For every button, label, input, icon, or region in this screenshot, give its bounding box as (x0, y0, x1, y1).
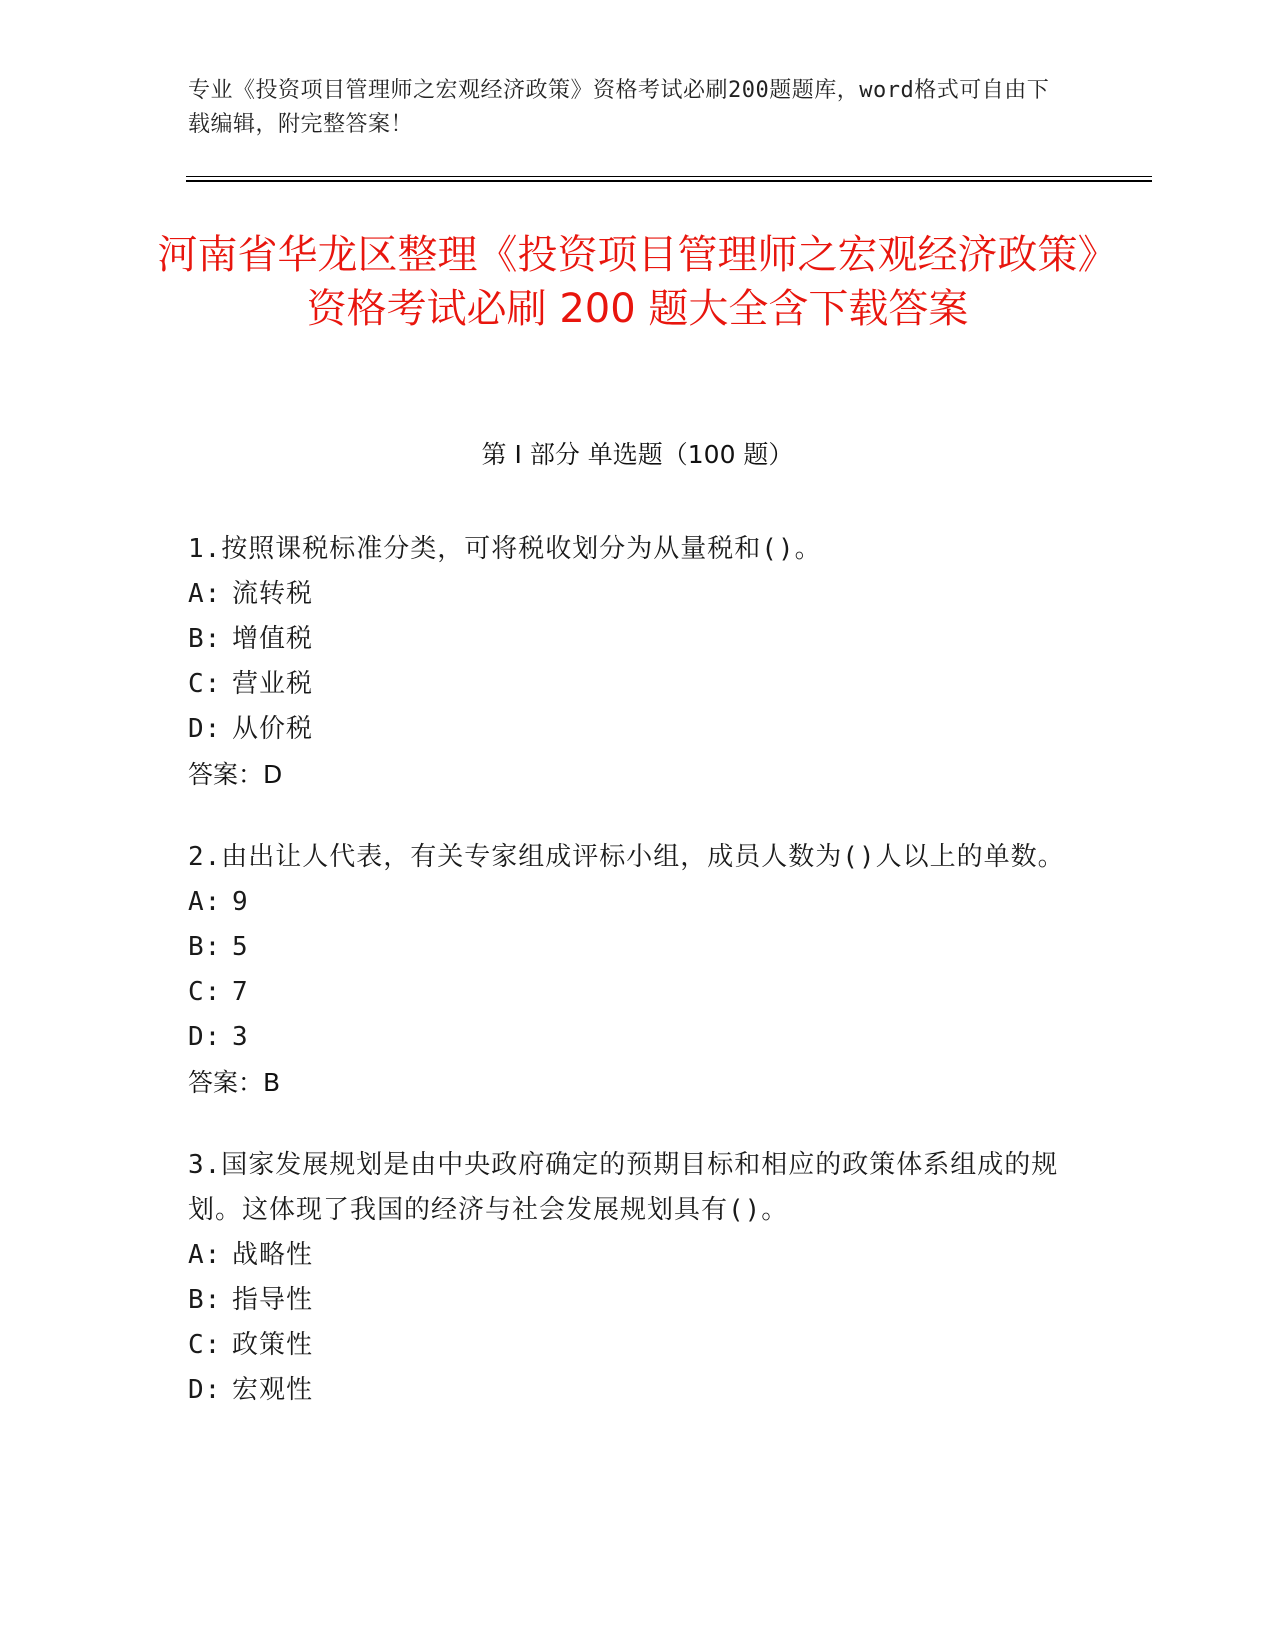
option-c (188, 1323, 1068, 1368)
header-rule-thick (186, 180, 1152, 182)
question-list (188, 527, 1068, 1451)
question-stem: 1.按照课税标准分类，可将税收划分为从量税和()。 (188, 534, 822, 564)
option-letter: A: (188, 887, 222, 917)
option-text: 指导性 (232, 1285, 314, 1315)
option-letter: C: (188, 977, 222, 1007)
option-text: 政策性 (232, 1330, 314, 1360)
document-title: 河南省华龙区整理《投资项目管理师之宏观经济政策》资格考试必刷 200 题大全含下载答案 (157, 232, 1118, 332)
question-2 (188, 835, 1068, 1105)
option-text: 流转税 (232, 579, 314, 609)
option-text: 宏观性 (232, 1375, 314, 1405)
question-stem: 2.由出让人代表，有关专家组成评标小组，成员人数为()人以上的单数。 (188, 842, 1065, 872)
answer-line: 答案：B (188, 1068, 281, 1097)
option-a (188, 572, 1068, 617)
option-text: 5 (232, 932, 249, 962)
option-b (188, 925, 1068, 970)
option-c (188, 970, 1068, 1015)
option-text: 战略性 (232, 1240, 314, 1270)
option-letter: C: (188, 1330, 222, 1360)
option-letter: A: (188, 1240, 222, 1270)
question-3 (188, 1143, 1068, 1413)
section-heading: 第 I 部分 单选题（100 题） (481, 440, 794, 469)
option-b (188, 1278, 1068, 1323)
option-text: 增值税 (232, 624, 314, 654)
option-text: 9 (232, 887, 249, 917)
header-rule-thin (186, 176, 1152, 177)
option-letter: D: (188, 714, 222, 744)
option-d (188, 1015, 1068, 1060)
option-a (188, 1233, 1068, 1278)
option-a (188, 880, 1068, 925)
option-text: 营业税 (232, 669, 314, 699)
option-text: 从价税 (232, 714, 314, 744)
option-letter: B: (188, 624, 222, 654)
option-letter: A: (188, 579, 222, 609)
option-letter: B: (188, 1285, 222, 1315)
option-text: 3 (232, 1022, 249, 1052)
option-d (188, 707, 1068, 752)
option-letter: B: (188, 932, 222, 962)
option-b (188, 617, 1068, 662)
answer-line: 答案：D (188, 760, 283, 789)
question-1 (188, 527, 1068, 797)
option-letter: C: (188, 669, 222, 699)
header-note: 专业《投资项目管理师之宏观经济政策》资格考试必刷200题题库，word格式可自由下载编辑，附完整答案！ (188, 78, 1050, 137)
option-c (188, 662, 1068, 707)
question-stem: 3.国家发展规划是由中央政府确定的预期目标和相应的政策体系组成的规划。这体现了我国的经济与社会发展规划具有()。 (188, 1150, 1059, 1225)
option-d (188, 1368, 1068, 1413)
option-text: 7 (232, 977, 249, 1007)
option-letter: D: (188, 1022, 222, 1052)
option-letter: D: (188, 1375, 222, 1405)
